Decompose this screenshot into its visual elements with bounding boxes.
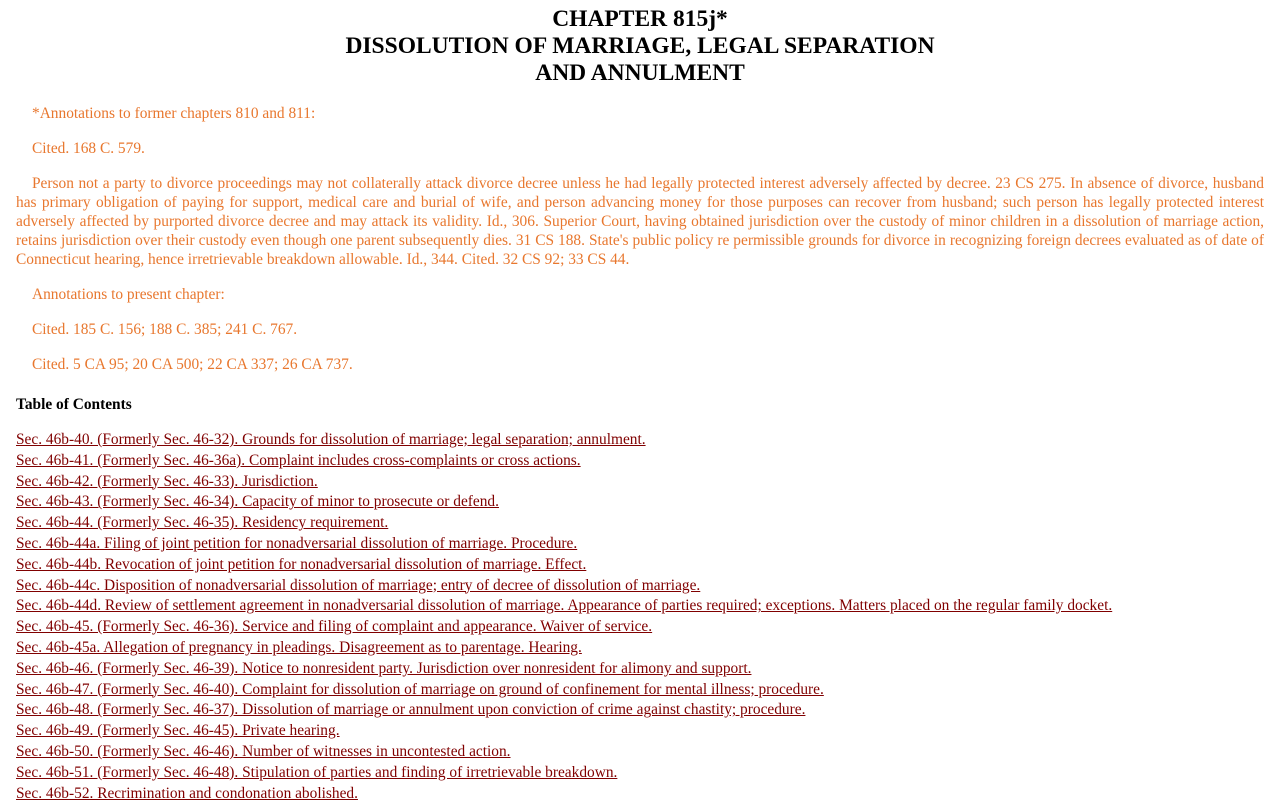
toc-item [16,430,1264,451]
chapter-number: CHAPTER 815j* [552,6,728,32]
annotations [16,104,1264,374]
toc-link[interactable]: Sec. 46b-44a. Filing of joint petition for nonadversarial dissolution of marriage. Procedure. [16,534,578,552]
toc-link[interactable]: Sec. 46b-40. (Formerly Sec. 46-32). Grounds for dissolution of marriage; legal separation; annulment. [16,431,646,448]
toc-item [16,763,1264,784]
toc-item [16,638,1264,659]
toc-item [16,576,1264,597]
annotation-paragraph: Cited. 168 C. 579. [32,140,145,157]
toc-link[interactable]: Sec. 46b-43. (Formerly Sec. 46-34). Capacity of minor to prosecute or defend. [16,493,499,511]
toc-item [16,659,1264,680]
chapter-title [16,6,1264,87]
toc-link[interactable]: Sec. 46b-42. (Formerly Sec. 46-33). Jurisdiction. [16,472,318,490]
toc-link[interactable]: Sec. 46b-41. (Formerly Sec. 46-36a). Complaint includes cross-complaints or cross actions. [16,451,581,469]
toc-link[interactable]: Sec. 46b-47. (Formerly Sec. 46-40). Complaint for dissolution of marriage on ground of confinement for mental illness; procedure. [16,680,824,698]
toc-item [16,742,1264,763]
toc-item [16,680,1264,701]
toc-item [16,451,1264,472]
toc-link[interactable]: Sec. 46b-50. (Formerly Sec. 46-46). Number of witnesses in uncontested action. [16,742,511,760]
toc-item [16,492,1264,513]
toc-item [16,472,1264,493]
toc-link[interactable]: Sec. 46b-45a. Allegation of pregnancy in pleadings. Disagreement as to parentage. Hearing. [16,638,582,656]
toc-link[interactable]: Sec. 46b-44c. Disposition of nonadversarial dissolution of marriage; entry of decree of dissolution of marriage. [16,576,701,594]
toc-item [16,596,1264,617]
annotation-paragraph: *Annotations to former chapters 810 and 811: [32,105,316,122]
toc-list [16,430,1264,804]
annotation-paragraph: Annotations to present chapter: [32,286,225,303]
toc-link[interactable]: Sec. 46b-49. (Formerly Sec. 46-45). Private hearing. [16,722,340,740]
toc-link[interactable]: Sec. 46b-44d. Review of settlement agreement in nonadversarial dissolution of marriage. Appearance of parties required; exceptions. Matters placed on the regular family docket. [16,597,1113,615]
chapter-title-line: DISSOLUTION OF MARRIAGE, LEGAL SEPARATION [345,33,935,59]
toc-link[interactable]: Sec. 46b-45. (Formerly Sec. 46-36). Service and filing of complaint and appearance. Waiver of service. [16,618,653,636]
toc-item [16,721,1264,742]
chapter-title-line: AND ANNULMENT [535,60,745,86]
toc-link[interactable]: Sec. 46b-44. (Formerly Sec. 46-35). Residency requirement. [16,514,389,532]
annotation-paragraph: Cited. 5 CA 95; 20 CA 500; 22 CA 337; 26 CA 737. [32,356,353,373]
toc-link[interactable]: Sec. 46b-51. (Formerly Sec. 46-48). Stipulation of parties and finding of irretrievable breakdown. [16,763,618,781]
toc-link[interactable]: Sec. 46b-46. (Formerly Sec. 46-39). Notice to nonresident party. Jurisdiction over nonresident for alimony and support. [16,659,752,677]
toc-link[interactable]: Sec. 46b-44b. Revocation of joint petition for nonadversarial dissolution of marriage. Effect. [16,555,587,573]
toc-heading: Table of Contents [16,396,132,413]
toc-item [16,784,1264,804]
annotation-paragraph: Cited. 185 C. 156; 188 C. 385; 241 C. 767. [32,321,298,338]
toc-item [16,534,1264,555]
toc-link[interactable]: Sec. 46b-48. (Formerly Sec. 46-37). Dissolution of marriage or annulment upon conviction of crime against chastity; procedure. [16,701,806,719]
toc-item [16,617,1264,638]
annotation-paragraph: Person not a party to divorce proceedings may not collaterally attack divorce decree unless he had legally protected interest adversely affected by decree. 23 CS 275. In absence of divorce, husband has primary obligation of paying for support, medical care and burial of wife, and person advancing money for those purposes can recover from husband; such person has legally protected interest adversely affected by purported divorce decree and may attack its validity. Id., 306. Superior Court, having obtained jurisdiction over the custody of minor children in a dissolution of marriage action, retains jurisdiction over their custody even though one parent subsequently dies. 31 CS 188. State's public policy re permissible grounds for divorce in recognizing foreign decrees evaluated as of date of Connecticut hearing, hence irretrievable breakdown allowable. Id., 344. Cited. 32 CS 92; 33 CS 44. [16,175,1264,268]
toc-link[interactable]: Sec. 46b-52. Recrimination and condonation abolished. [16,784,358,802]
toc-item [16,555,1264,576]
toc-item [16,700,1264,721]
toc-item [16,513,1264,534]
